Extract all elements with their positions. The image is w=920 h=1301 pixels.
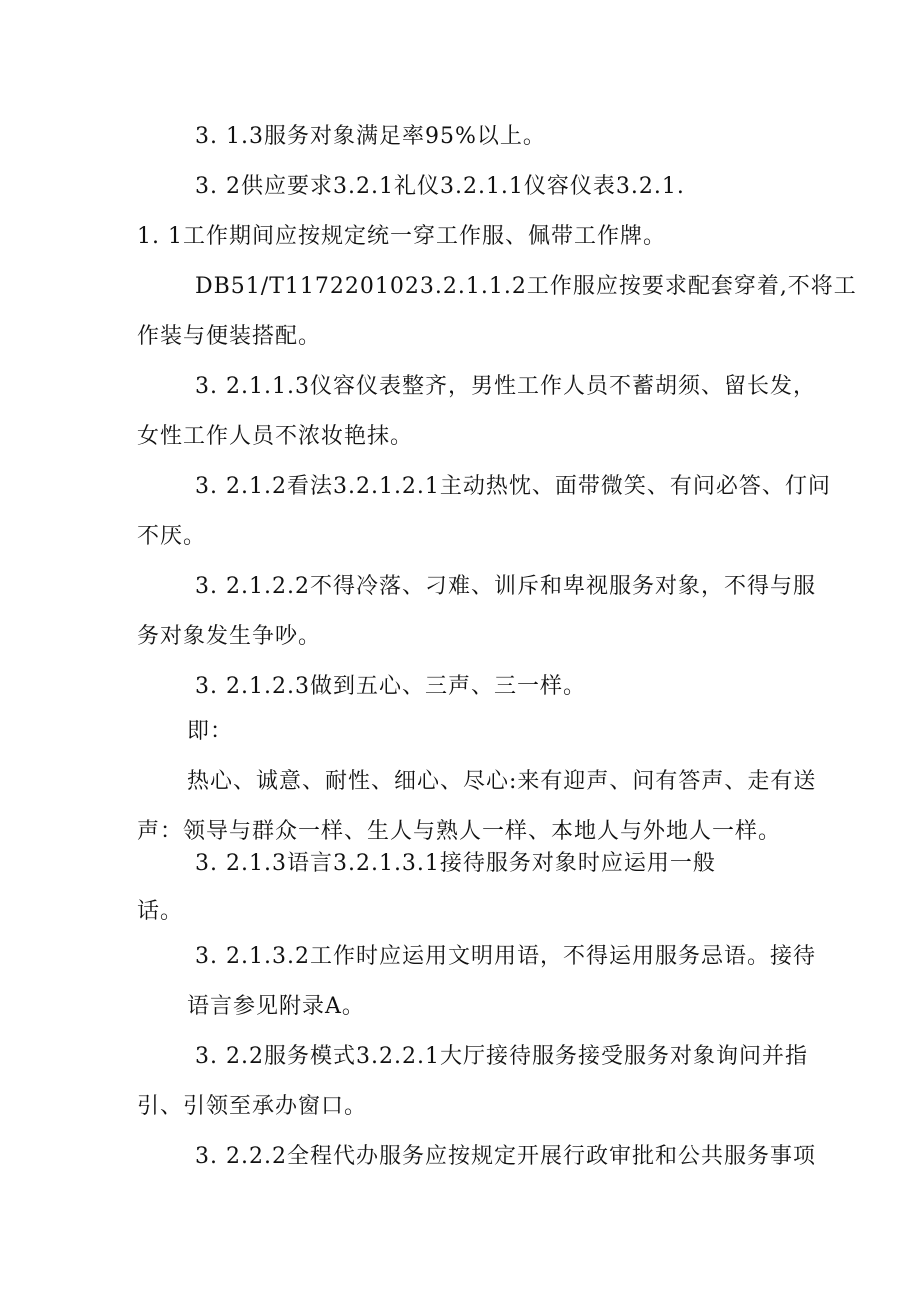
text-line: 热心、诚意、耐性、细心、尽心:来有迎声、问有答声、走有送: [187, 769, 817, 794]
text-line: 话。: [137, 899, 184, 924]
text-line: 3. 2.1.2看法3.2.1.2.1主动热忱、面带微笑、有问必答、仃问: [195, 474, 831, 499]
text-line: 1. 1工作期间应按规定统一穿工作服、佩带工作牌。: [137, 224, 666, 249]
text-line: 即：: [187, 719, 234, 744]
text-line: 声：领导与群众一样、生人与熟人一样、本地人与外地人一样。: [137, 819, 782, 844]
text-line: 语言参见附录A。: [187, 994, 365, 1019]
text-line: 3. 2.2服务模式3.2.2.1大厅接待服务接受服务对象询问并指: [195, 1044, 808, 1069]
text-line: 不厌。: [137, 524, 207, 549]
text-line: 作装与便装搭配。: [137, 324, 322, 349]
text-line: 3. 2供应要求3.2.1礼仪3.2.1.1仪容仪表3.2.1.: [195, 174, 685, 199]
text-line: 3. 2.1.1.3仪容仪表整齐，男性工作人员不蓄胡须、留长发，: [195, 374, 816, 399]
text-line: 引、引领至承办窗口。: [137, 1094, 368, 1119]
text-line: 3. 1.3服务对象满足率95%以上。: [195, 124, 546, 149]
text-line: 3. 2.2.2全程代办服务应按规定开展行政审批和公共服务事项: [195, 1144, 816, 1169]
text-line: 3. 2.1.2.3做到五心、三声、三一样。: [195, 674, 586, 699]
text-line: 女性工作人员不浓妆艳抹。: [137, 424, 414, 449]
text-line: 3. 2.1.2.2不得冷落、刁难、训斥和卑视服务对象，不得与服: [195, 574, 816, 599]
text-line: 务对象发生争吵。: [137, 624, 322, 649]
text-line: DB51/T1172201023.2.1.1.2工作服应按要求配套穿着,不将工: [195, 274, 857, 299]
text-line: 3. 2.1.3语言3.2.1.3.1接待服务对象时应运用一般: [195, 851, 716, 876]
text-line: 3. 2.1.3.2工作时应运用文明用语，不得运用服务忌语。接待: [195, 944, 816, 969]
